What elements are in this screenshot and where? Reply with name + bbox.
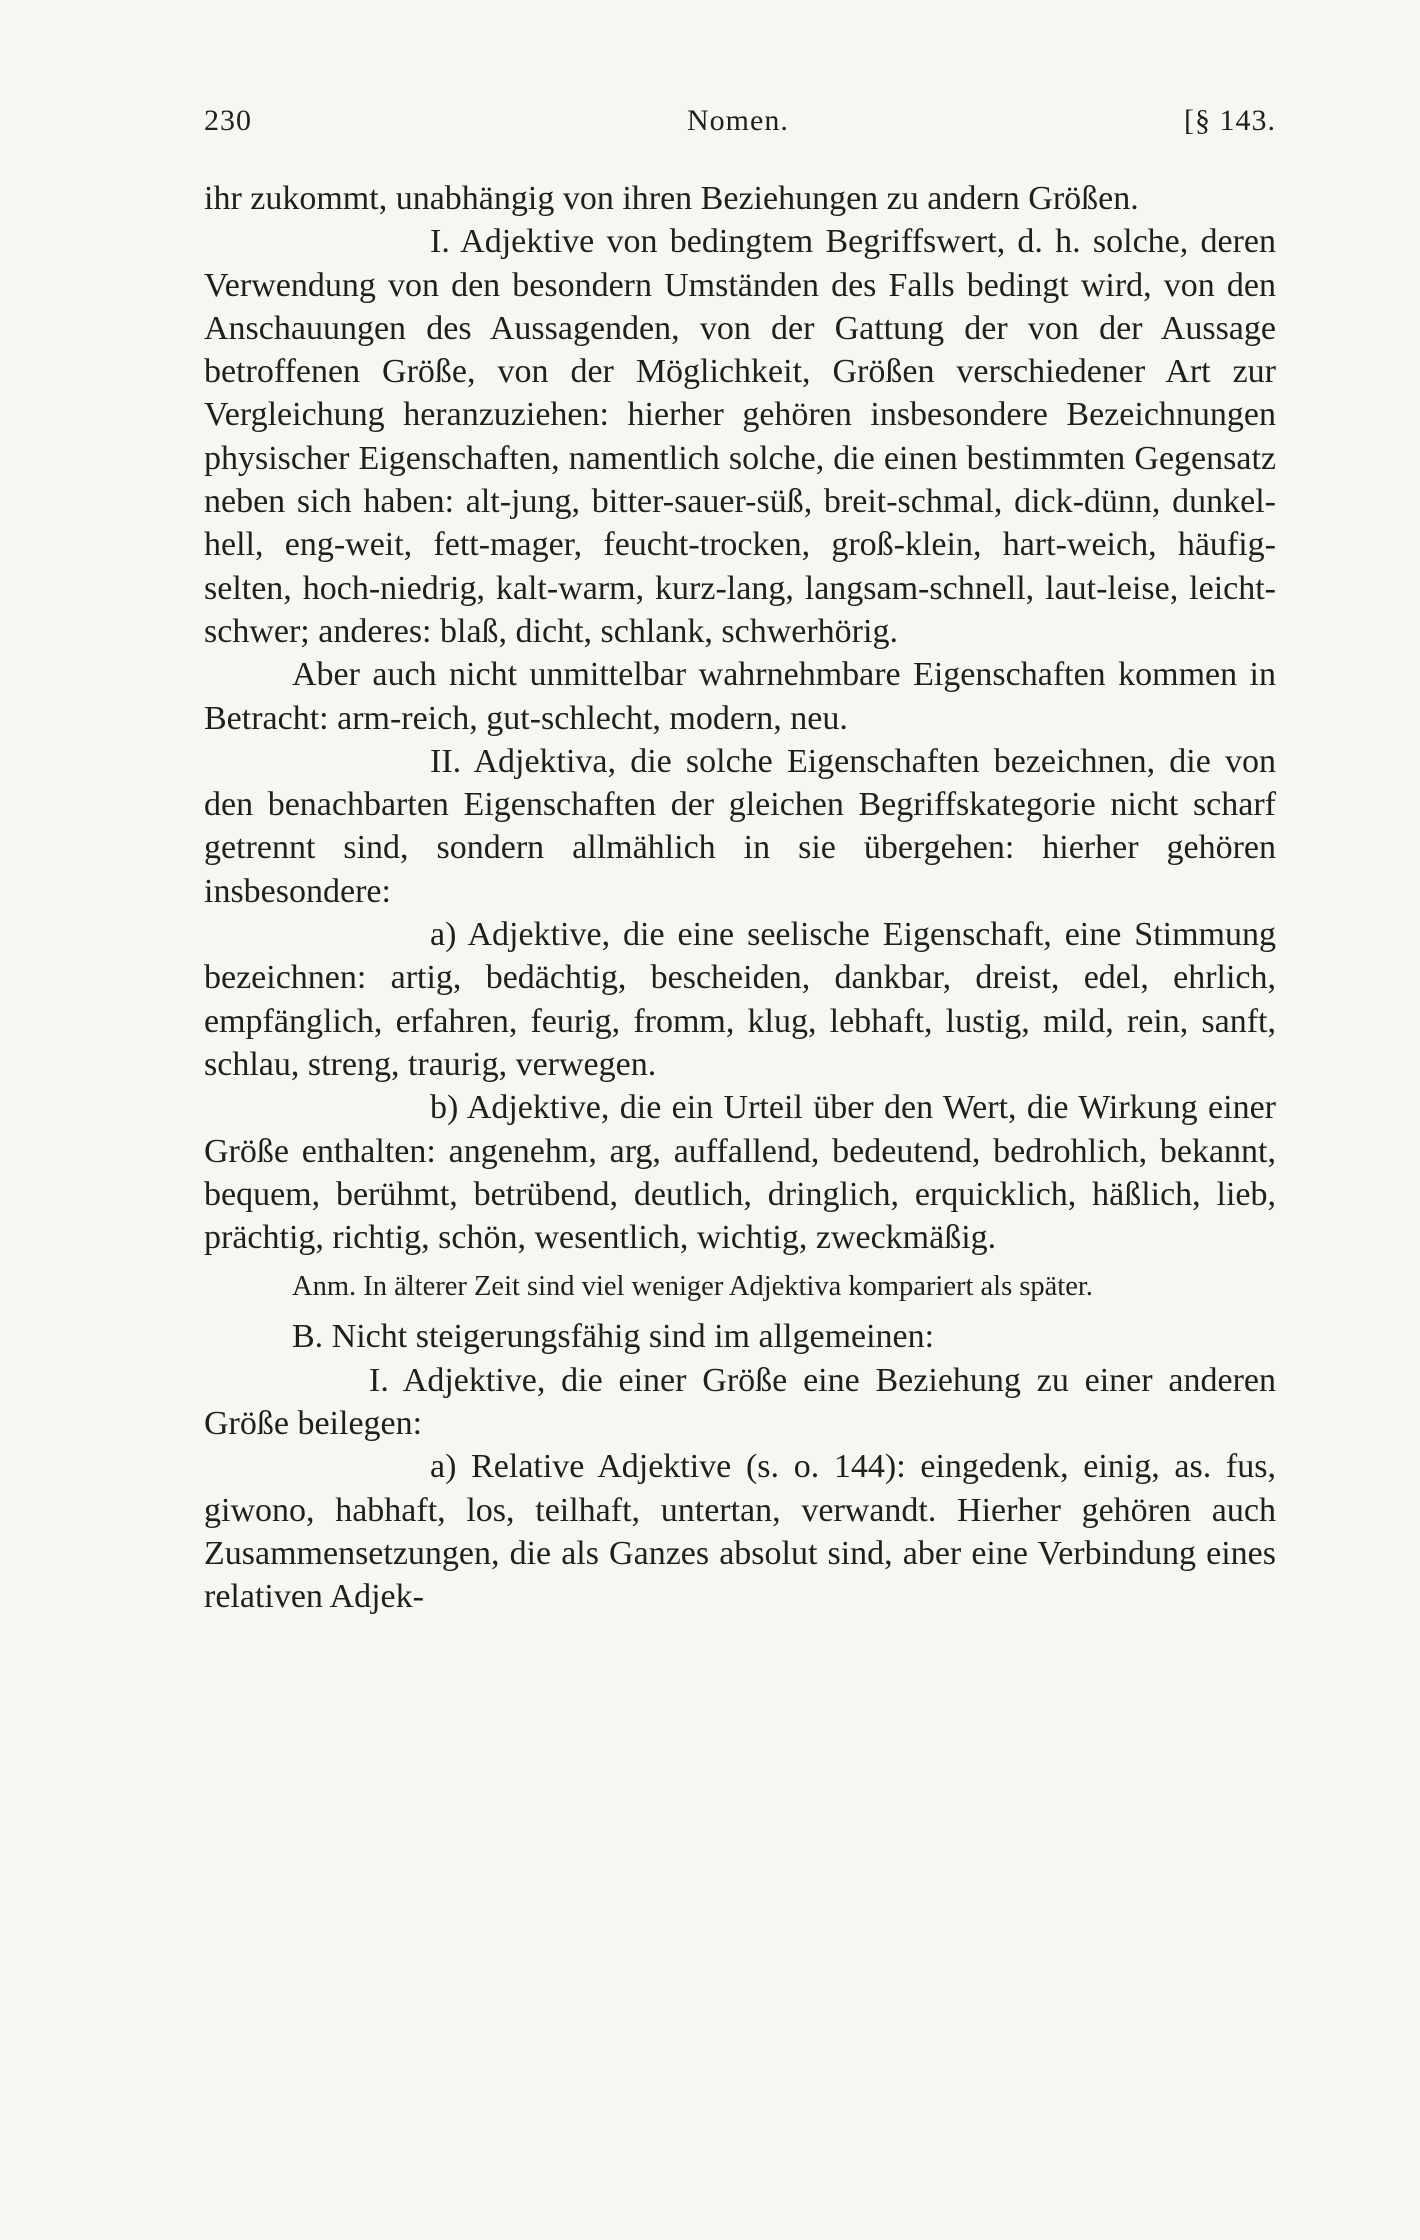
annotation-note: Anm. In älterer Zeit sind viel weniger Adjektiva kompariert als später.	[292, 1271, 1093, 1303]
paragraph-continuation: ihr zukommt, unabhängig von ihren Beziehungen zu andern Größen.	[204, 180, 1139, 217]
page-header	[204, 98, 1276, 148]
paragraph-gradual-adjectives: II. Adjektiva, die solche Eigenschaften bezeichnen, die von den benachbarten Eigenschaften der gleichen Begriffskategorie nicht scharf getrennt sind, sondern allmählich in sie übergehen: hierher gehören insbesondere:	[204, 742, 1276, 910]
paragraph-section-b: B. Nicht steigerungsfähig sind im allgemeinen:	[292, 1318, 935, 1356]
section-reference: [§ 143.	[1184, 104, 1276, 137]
paragraph-non-perceptible: Aber auch nicht unmittelbar wahrnehmbare Eigenschaften kommen in Betracht: arm-reich, gut-schlecht, modern, neu.	[204, 656, 1276, 737]
running-title: Nomen.	[687, 104, 789, 137]
body-text	[204, 177, 1276, 1619]
paragraph-conditional-adjectives: I. Adjektive von bedingtem Begriffswert, d. h. solche, deren Verwendung von den besondern Umständen des Falls bedingt wird, von den Anschauungen des Aussagenden, von der Gattung der von der Aussage betroffenen Größe, von der Möglichkeit, Größen verschiedener Art zur Vergleichung heranzuziehen: hierher gehören insbesondere Bezeichnungen physischer Eigenschaften, namentlich solche, die einen bestimmten Gegensatz neben sich haben: alt-jung, bitter-sauer-süß, breit-schmal, dick-dünn, dunkel-hell, eng-weit, fett-mager, feucht-trocken, groß-klein, hart-weich, häufig-selten, hoch-niedrig, kalt-warm, kurz-lang, langsam-schnell, laut-leise, leicht-schwer; anderes: blaß, dicht, schlank, schwerhörig.	[204, 223, 1276, 650]
paragraph-relational-adjectives: I. Adjektive, die einer Größe eine Beziehung zu einer anderen Größe beilegen:	[204, 1361, 1276, 1443]
paragraph-value-judgement: b) Adjektive, die ein Urteil über den Wert, die Wirkung einer Größe enthalten: angenehm, arg, auffallend, bedeutend, bedrohlich, bekannt, bequem, berühmt, betrübend, deutlich, dringlich, erquicklich, häßlich, lieb, prächtig, richtig, schön, wesentlich, wichtig, zweckmäßig.	[204, 1089, 1276, 1257]
book-page	[204, 98, 1276, 2158]
paragraph-relative-adjectives: a) Relative Adjektive (s. o. 144): eingedenk, einig, as. fus, giwono, habhaft, los, teilhaft, untertan, verwandt. Hierher gehören auch Zusammensetzungen, die als Ganzes absolut sind, aber eine Verbindung eines relativen Adjek-	[204, 1448, 1276, 1616]
paragraph-mental-qualities: a) Adjektive, die eine seelische Eigenschaft, eine Stimmung bezeichnen: artig, bedächtig, bescheiden, dankbar, dreist, edel, ehrlich, empfänglich, erfahren, feurig, fromm, klug, lebhaft, lustig, mild, rein, sanft, schlau, streng, traurig, verwegen.	[204, 916, 1276, 1083]
page-number: 230	[204, 104, 252, 137]
